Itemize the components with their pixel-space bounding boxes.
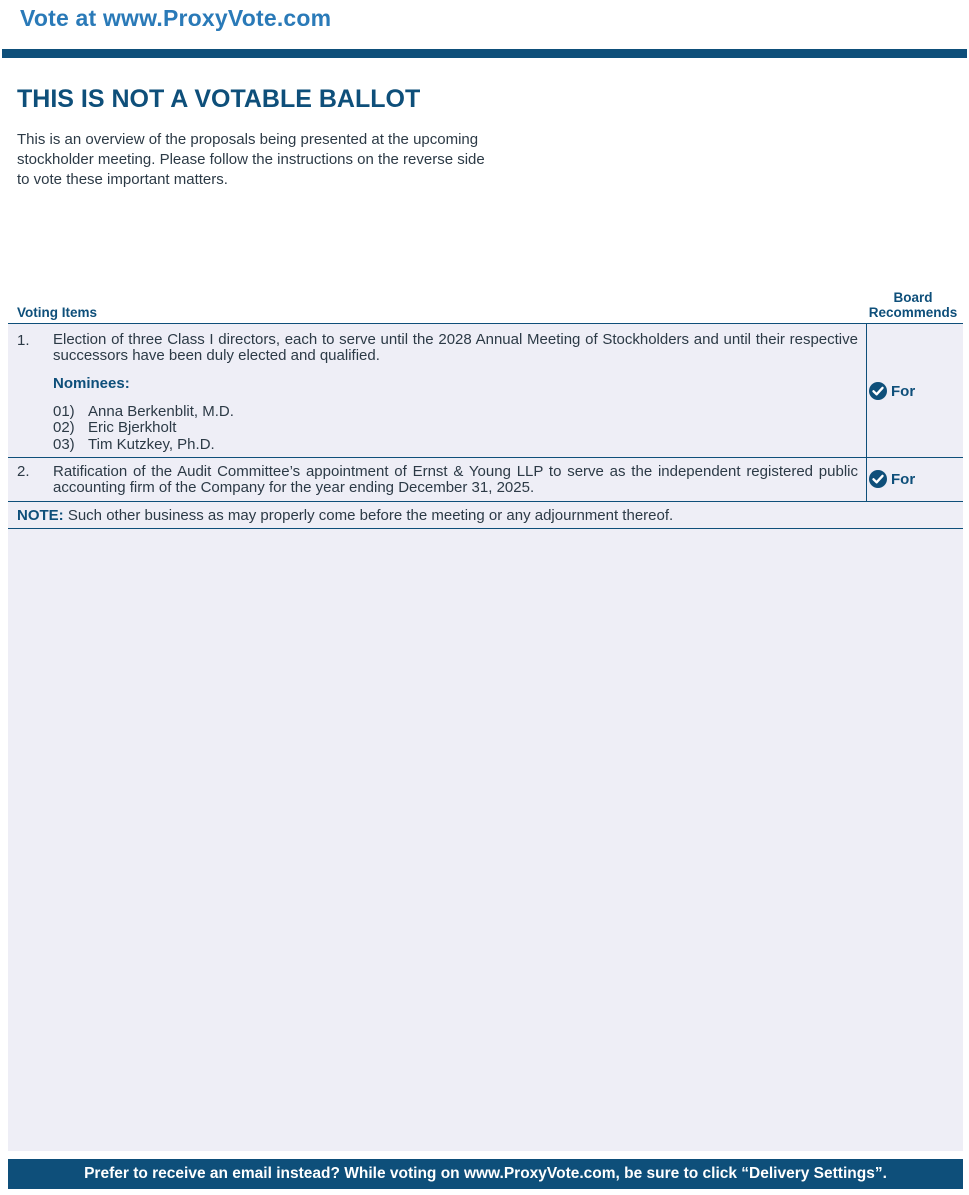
board-recommends-header bbox=[864, 290, 962, 320]
note-line bbox=[17, 507, 673, 524]
table-top-rule bbox=[8, 323, 963, 324]
row-divider bbox=[8, 501, 963, 502]
header-rule bbox=[2, 49, 967, 58]
recommendation-label: For bbox=[891, 470, 916, 488]
note-label: NOTE: bbox=[17, 507, 64, 524]
footer-text: Prefer to receive an email instead? While voting on www.ProxyVote.com, be sure to click “Delivery Settings”. bbox=[84, 1165, 887, 1182]
proposal-1-number: 1. bbox=[17, 332, 30, 349]
proposal-2-recommendation bbox=[869, 470, 915, 488]
nominee-number: 02) bbox=[53, 419, 75, 436]
check-circle-icon bbox=[869, 470, 887, 488]
proposal-1-recommendation bbox=[869, 382, 915, 400]
row-divider bbox=[8, 457, 963, 458]
footer-banner bbox=[8, 1159, 963, 1189]
proposal-2-number: 2. bbox=[17, 463, 30, 480]
row-divider bbox=[8, 528, 963, 529]
nominees-label: Nominees: bbox=[53, 375, 130, 392]
nominee-name: Tim Kutzkey, Ph.D. bbox=[88, 436, 215, 453]
proposal-1-text: Election of three Class I directors, each to serve until the 2028 Annual Meeting of Stockholders and until their respective successors have been duly elected and qualified. bbox=[53, 331, 858, 364]
page-title: THIS IS NOT A VOTABLE BALLOT bbox=[17, 85, 421, 113]
recommendation-label: For bbox=[891, 382, 916, 400]
vote-url-header[interactable]: Vote at www.ProxyVote.com bbox=[20, 5, 332, 31]
note-text: Such other business as may properly come before the meeting or any adjournment thereof. bbox=[63, 507, 674, 524]
nominee-item bbox=[53, 403, 234, 420]
check-circle-icon bbox=[869, 382, 887, 400]
column-divider bbox=[866, 323, 867, 501]
proposal-2-text: Ratification of the Audit Committee’s appointment of Ernst & Young LLP to serve as the independent registered public accounting firm of the Company for the year ending December 31, 2025. bbox=[53, 463, 858, 496]
nominee-name: Anna Berkenblit, M.D. bbox=[88, 403, 234, 420]
intro-paragraph: This is an overview of the proposals being presented at the upcoming stockholder meeting. Please follow the instructions on the reverse side to vote these important matters. bbox=[17, 131, 485, 188]
nominee-number: 01) bbox=[53, 403, 75, 420]
nominee-item bbox=[53, 419, 176, 436]
voting-items-header: Voting Items bbox=[17, 305, 98, 320]
nominee-name: Eric Bjerkholt bbox=[88, 419, 177, 436]
nominee-item bbox=[53, 436, 215, 453]
board-recommends-line1: Board bbox=[893, 290, 933, 305]
nominee-number: 03) bbox=[53, 436, 75, 453]
board-recommends-line2: Recommends bbox=[868, 305, 958, 320]
